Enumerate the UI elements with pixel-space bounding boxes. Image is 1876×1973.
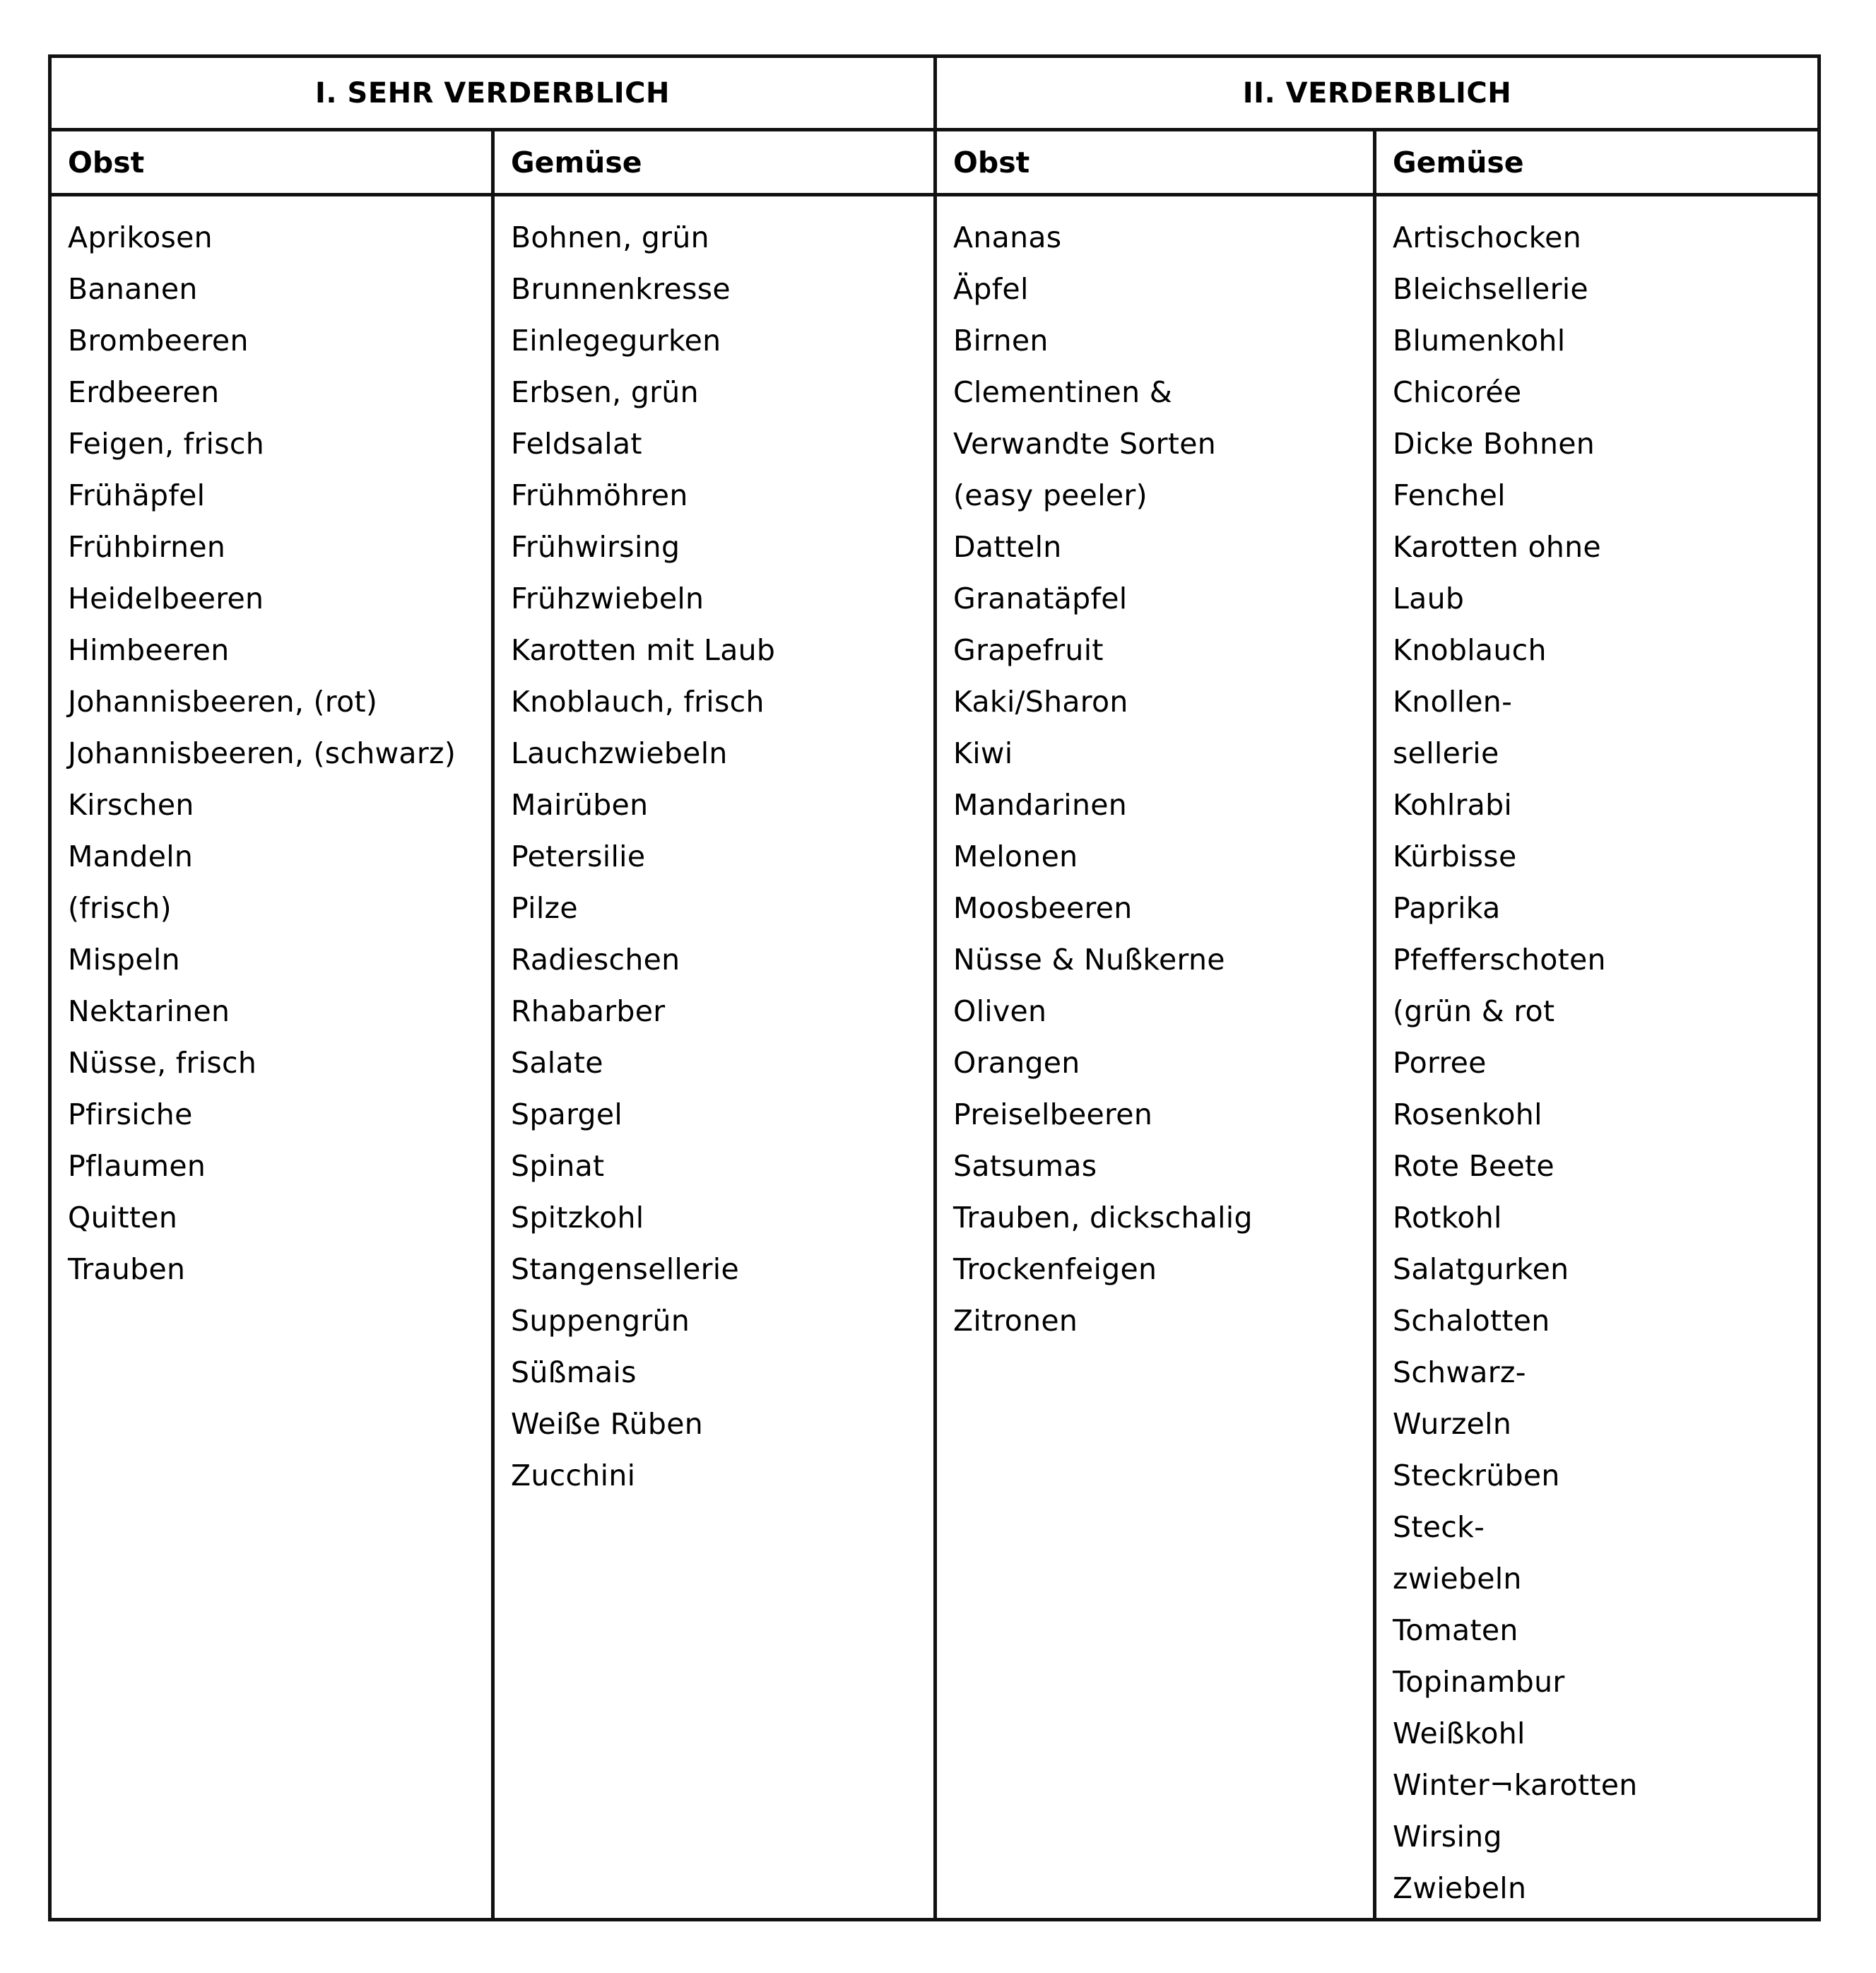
list-item: Stangensellerie [511, 1252, 740, 1286]
list-item: Mandeln [68, 840, 194, 873]
list-item: Datteln [953, 530, 1062, 564]
list-item: Dicke Bohnen [1393, 427, 1595, 461]
list-item: Frühwirsing [511, 530, 680, 564]
list-cell-verderblich-obst [936, 195, 1375, 1920]
list-item: Mairüben [511, 788, 649, 822]
list-item: Brombeeren [68, 324, 249, 358]
list-item: Johannisbeeren, (schwarz) [68, 736, 456, 770]
list-cell-sehr-verderblich-obst [50, 195, 493, 1920]
list-item: Mandarinen [953, 788, 1128, 822]
list-item: Frühzwiebeln [511, 582, 704, 616]
list-item: Frühäpfel [68, 478, 206, 512]
list-item: Spinat [511, 1149, 605, 1183]
list-item: Spitzkohl [511, 1201, 644, 1235]
list-item: Artischocken [1393, 220, 1581, 254]
list-item: Salate [511, 1046, 603, 1080]
list-item: Kohlrabi [1393, 788, 1513, 822]
list-item: Brunnenkresse [511, 272, 731, 306]
list-item: Verwandte Sorten [953, 427, 1217, 461]
items-row [50, 195, 1819, 1920]
list-item: Winter¬karotten [1393, 1768, 1638, 1802]
list-item: Orangen [953, 1046, 1080, 1080]
list-cell-sehr-verderblich-gemuese [493, 195, 936, 1920]
list-item: Oliven [953, 994, 1047, 1028]
list-item: Weiße Rüben [511, 1407, 704, 1441]
list-item: Wirsing [1393, 1820, 1502, 1854]
list-item: Lauchzwiebeln [511, 736, 728, 770]
list-item: Bananen [68, 272, 198, 306]
column-header-sehr-verderblich-gemuese: Gemüse [493, 130, 936, 195]
list-item: Feigen, frisch [68, 427, 265, 461]
list-item: Feldsalat [511, 427, 642, 461]
list-item: Wurzeln [1393, 1407, 1512, 1441]
item-list [511, 212, 933, 1502]
list-item: (easy peeler) [953, 478, 1148, 512]
list-item: Erdbeeren [68, 375, 220, 409]
list-item: Pflaumen [68, 1149, 206, 1183]
list-item: Nüsse, frisch [68, 1046, 257, 1080]
list-item: Erbsen, grün [511, 375, 699, 409]
column-header-verderblich-obst: Obst [936, 130, 1375, 195]
list-item: Trockenfeigen [953, 1252, 1157, 1286]
list-item: Schwarz- [1393, 1355, 1526, 1389]
list-item: (frisch) [68, 891, 172, 925]
list-item: Pfefferschoten [1393, 943, 1606, 977]
column-header-sehr-verderblich-obst: Obst [50, 130, 493, 195]
list-item: Rote Beete [1393, 1149, 1555, 1183]
list-item: Tomaten [1393, 1613, 1518, 1647]
list-item: Kaki/Sharon [953, 685, 1128, 719]
list-item: Chicorée [1393, 375, 1522, 409]
list-item: zwiebeln [1393, 1562, 1522, 1596]
list-item: Frühbirnen [68, 530, 226, 564]
group-header-verderblich: II. VERDERBLICH [936, 57, 1819, 130]
list-item: Karotten ohne [1393, 530, 1601, 564]
item-list [1393, 212, 1817, 1914]
list-item: Frühmöhren [511, 478, 688, 512]
list-item: Aprikosen [68, 220, 213, 254]
list-item: Fenchel [1393, 478, 1506, 512]
list-item: sellerie [1393, 736, 1499, 770]
list-item: Zwiebeln [1393, 1871, 1527, 1905]
list-item: Kiwi [953, 736, 1013, 770]
list-item: Karotten mit Laub [511, 633, 776, 667]
item-list [953, 212, 1373, 1347]
list-item: Schalotten [1393, 1304, 1550, 1338]
list-item: Spargel [511, 1097, 623, 1131]
list-item: Bleichsellerie [1393, 272, 1588, 306]
list-item: Trauben, dickschalig [953, 1201, 1253, 1235]
list-item: Weißkohl [1393, 1716, 1526, 1750]
list-item: Moosbeeren [953, 891, 1133, 925]
list-item: Grapefruit [953, 633, 1104, 667]
list-item: Salatgurken [1393, 1252, 1569, 1286]
list-item: Radieschen [511, 943, 680, 977]
list-item: Ananas [953, 220, 1062, 254]
list-cell-verderblich-gemuese [1375, 195, 1819, 1920]
list-item: Birnen [953, 324, 1049, 358]
column-header-verderblich-gemuese: Gemüse [1375, 130, 1819, 195]
list-item: Zitronen [953, 1304, 1078, 1338]
list-item: Äpfel [953, 272, 1029, 306]
list-item: Nektarinen [68, 994, 230, 1028]
list-item: Bohnen, grün [511, 220, 709, 254]
perishability-table [48, 54, 1821, 1921]
list-item: Granatäpfel [953, 582, 1128, 616]
list-item: Nüsse & Nußkerne [953, 943, 1225, 977]
list-item: Melonen [953, 840, 1078, 873]
list-item: Kirschen [68, 788, 194, 822]
list-item: Satsumas [953, 1149, 1097, 1183]
column-header-row [50, 130, 1819, 195]
list-item: Topinambur [1393, 1665, 1565, 1699]
list-item: Süßmais [511, 1355, 637, 1389]
list-item: Einlegegurken [511, 324, 721, 358]
list-item: Petersilie [511, 840, 646, 873]
list-item: Himbeeren [68, 633, 230, 667]
list-item: Suppengrün [511, 1304, 690, 1338]
list-item: Rosenkohl [1393, 1097, 1542, 1131]
list-item: Heidelbeeren [68, 582, 264, 616]
list-item: Steck- [1393, 1510, 1485, 1544]
list-item: Blumenkohl [1393, 324, 1566, 358]
list-item: Pilze [511, 891, 578, 925]
list-item: Rotkohl [1393, 1201, 1502, 1235]
list-item: Knoblauch [1393, 633, 1547, 667]
item-list [68, 212, 491, 1295]
list-item: Mispeln [68, 943, 180, 977]
list-item: Laub [1393, 582, 1465, 616]
list-item: Johannisbeeren, (rot) [68, 685, 378, 719]
list-item: Trauben [68, 1252, 186, 1286]
list-item: Quitten [68, 1201, 178, 1235]
list-item: Steckrüben [1393, 1459, 1560, 1492]
list-item: Rhabarber [511, 994, 666, 1028]
list-item: Preiselbeeren [953, 1097, 1153, 1131]
list-item: Knoblauch, frisch [511, 685, 765, 719]
group-header-sehr-verderblich: I. SEHR VERDERBLICH [50, 57, 936, 130]
list-item: Zucchini [511, 1459, 636, 1492]
list-item: Porree [1393, 1046, 1487, 1080]
list-item: (grün & rot [1393, 994, 1555, 1028]
list-item: Pfirsiche [68, 1097, 193, 1131]
list-item: Clementinen & [953, 375, 1172, 409]
list-item: Kürbisse [1393, 840, 1517, 873]
list-item: Knollen- [1393, 685, 1513, 719]
list-item: Paprika [1393, 891, 1501, 925]
group-header-row [50, 57, 1819, 130]
